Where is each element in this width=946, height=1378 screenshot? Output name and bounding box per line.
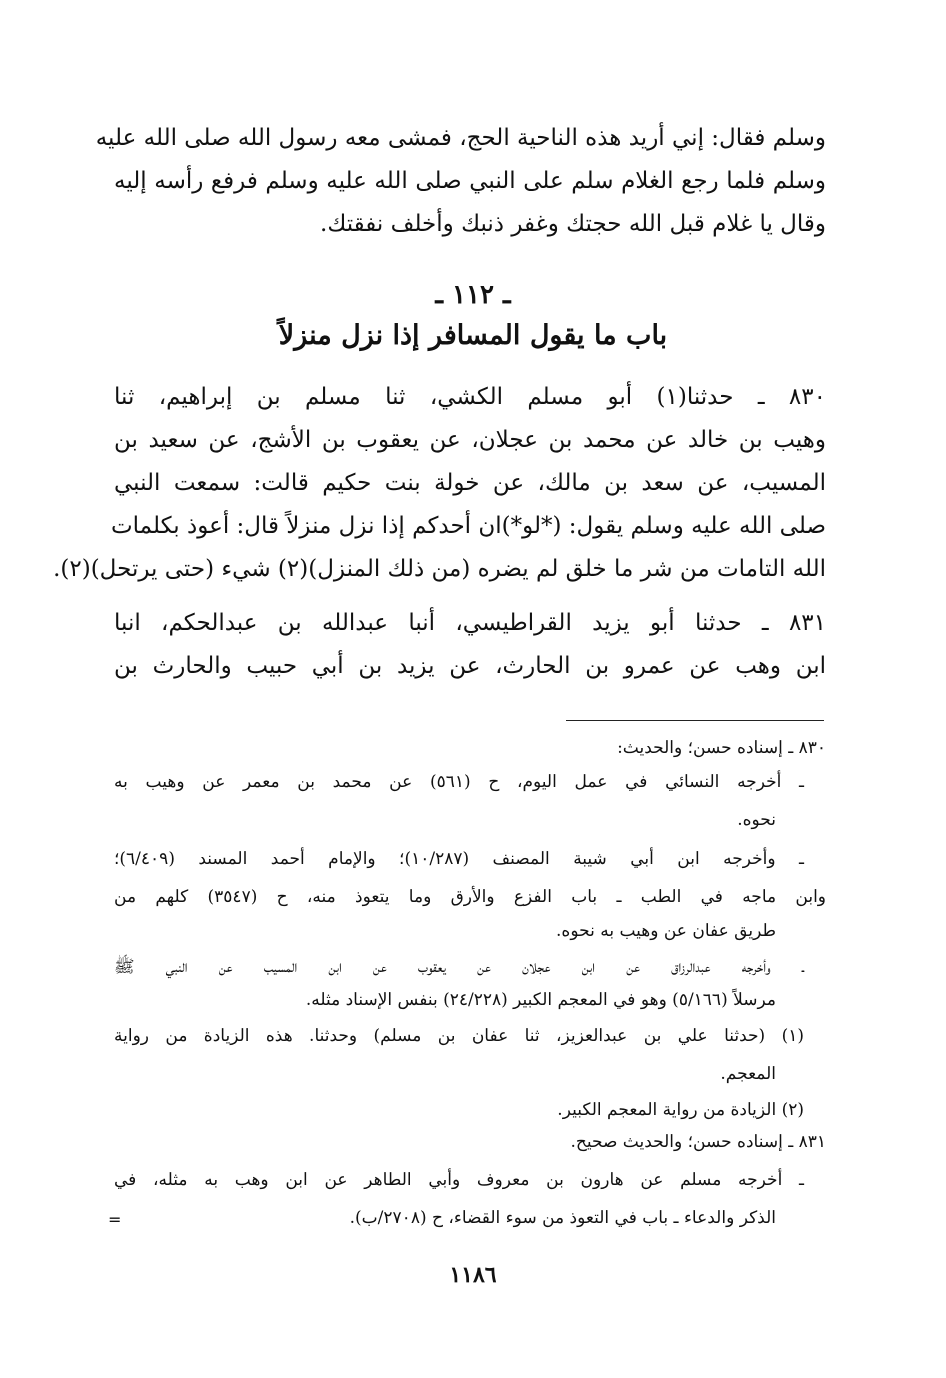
footnote-line: ـ أخرجه مسلم عن هارون بن معروف وأبي الطاهر عن ابن وهب به مثله، في	[114, 1170, 804, 1190]
footnote-line: المعجم.	[720, 1064, 776, 1084]
footnote-line: وابن ماجه في الطب ـ باب الفزع والأرق وما يتعوذ منه، ح (٣٥٤٧) كلهم من	[114, 887, 827, 907]
text-line: ابن وهب عن عمرو بن الحارث، عن يزيد بن أبي حبيب والحارث بن	[114, 653, 826, 679]
footnote-separator	[566, 720, 824, 721]
footnote-line: ـ وأخرجه عبدالرزاق عن ابن عجلان عن يعقوب عن ابن المسيب عن النبي ﷺ	[114, 957, 804, 977]
text-line: وسلم فلما رجع الغلام سلم على النبي صلى الله عليه وسلم فرفع رأسه إليه	[114, 168, 827, 194]
footnote-line: ـ وأخرجه ابن أبي شيبة المصنف (١٠/٢٨٧)؛ والإمام أحمد المسند (٦/٤٠٩)؛	[114, 849, 804, 869]
footnote-line: ـ أخرجه النسائي في عمل اليوم، ح (٥٦١) عن محمد بن معمر عن وهيب به	[114, 772, 804, 792]
chapter-number: ـ ١١٢ ـ	[435, 280, 511, 310]
page-number: ١١٨٦	[449, 1262, 497, 1288]
footnote-note-2: (٢) الزيادة من رواية المعجم الكبير.	[557, 1100, 804, 1120]
footnote-line: مرسلاً (٥/١٦٦) وهو في المعجم الكبير (٢٤/٢٢٨) بنفس الإسناد مثله.	[305, 990, 776, 1010]
text-line: المسيب، عن سعد بن مالك، عن خولة بنت حكيم قالت: سمعت النبي	[114, 470, 826, 496]
footnote-line: نحوه.	[737, 810, 776, 830]
text-line: ٨٣١ ـ حدثنا أبو يزيد القراطيسي، أنبا عبدالله بن عبدالحكم، انبا	[114, 610, 826, 636]
text-line: الله التامات من شر ما خلق لم يضره (من ذلك المنزل)(٢) شيء (حتى يرتحل)(٢).	[53, 556, 826, 582]
footnote-line: (١) (حدثنا علي بن عبدالعزيز، ثنا عفان بن مسلم) وحدثنا. هذه الزيادة من رواية	[114, 1026, 804, 1046]
text-line: صلى الله عليه وسلم يقول: (*لو*)ان أحدكم إذا نزل منزلاً قال: أعوذ بكلمات	[111, 513, 826, 539]
text-line: وسلم فقال: إني أريد هذه الناحية الحج، فمشى معه رسول الله صلى الله عليه	[95, 125, 826, 151]
footnote-831-heading: ٨٣١ ـ إسناده حسن؛ والحديث صحيح.	[570, 1132, 826, 1152]
text-line: ٨٣٠ ـ حدثنا(١) أبو مسلم الكشي، ثنا مسلم بن إبراهيم، ثنا	[114, 384, 826, 410]
chapter-title: باب ما يقول المسافر إذا نزل منزلاً	[278, 320, 668, 351]
footnote-line: الذكر والدعاء ـ باب في التعوذ من سوء القضاء، ح (٢٧٠٨/ب).	[349, 1208, 776, 1228]
footnote-line: طريق عفان عن وهيب به نحوه.	[556, 921, 776, 941]
text-line: وقال يا غلام قبل الله حجتك وغفر ذنبك وأخلف نفقتك.	[320, 211, 826, 237]
continuation-mark: =	[108, 1210, 122, 1229]
text-line: وهيب بن خالد عن محمد بن عجلان، عن يعقوب بن الأشج، عن سعيد بن	[114, 427, 826, 453]
footnote-830-heading: ٨٣٠ ـ إسناده حسن؛ والحديث:	[617, 738, 826, 758]
